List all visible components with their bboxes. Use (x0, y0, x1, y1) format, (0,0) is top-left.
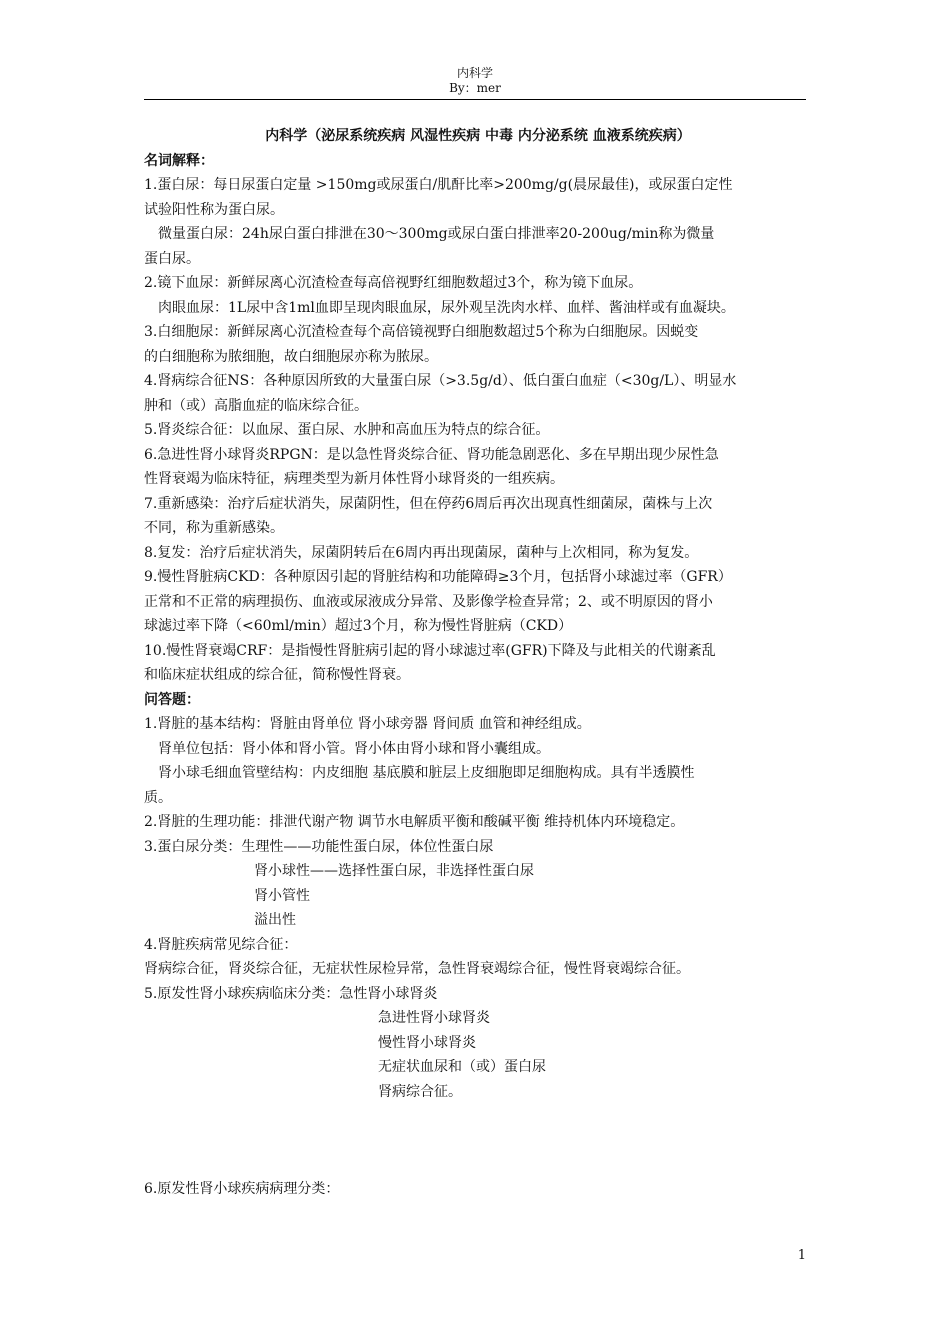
term-line: 和临床症状组成的综合征，简称慢性肾衰。 (144, 667, 410, 683)
qa-line: 肾小球毛细血管壁结构：内皮细胞 基底膜和脏层上皮细胞即足细胞构成。具有半透膜性 (158, 765, 695, 781)
term-line: 试验阳性称为蛋白尿。 (144, 201, 284, 218)
term-line: 正常和不正常的病理损伤、血液或尿液成分异常、及影像学检查异常；2、或不明原因的肾小 (144, 593, 713, 610)
term-line: 4.肾病综合征NS：各种原因所致的大量蛋白尿（>3.5g/d）、低白蛋白血症（<30g/L）、明显水 (144, 373, 737, 389)
term-line: 8.复发：治疗后症状消失，尿菌阴转后在6周内再出现菌尿，菌种与上次相同，称为复发。 (144, 544, 699, 561)
qa-line: 慢性肾小球肾炎 (378, 1034, 476, 1051)
qa-line: 肾单位包括：肾小体和肾小管。肾小体由肾小球和肾小囊组成。 (158, 740, 550, 757)
qa-line: 6.原发性肾小球疾病病理分类： (144, 1181, 340, 1197)
term-line: 6.急进性肾小球肾炎RPGN：是以急性肾炎综合征、肾功能急剧恶化、多在早期出现少尿性急 (144, 446, 719, 463)
qa-line: 质。 (144, 789, 172, 806)
term-line: 肿和（或）高脂血症的临床综合征。 (144, 397, 368, 414)
term-line: 5.肾炎综合征：以血尿、蛋白尿、水肿和高血压为特点的综合征。 (144, 422, 550, 438)
term-line: 的白细胞称为脓细胞，故白细胞尿亦称为脓尿。 (144, 348, 438, 365)
qa-line: 溢出性 (254, 912, 296, 928)
term-line: 7.重新感染：治疗后症状消失，尿菌阴性，但在停药6周后再次出现真性细菌尿，菌株与上次 (144, 495, 713, 512)
qa-line: 1.肾脏的基本结构：肾脏由肾单位 肾小球旁器 肾间质 血管和神经组成。 (144, 716, 591, 732)
blank-space (144, 1104, 812, 1177)
qa-line: 肾小球性——选择性蛋白尿，非选择性蛋白尿 (254, 863, 534, 879)
qa-line: 3.蛋白尿分类：生理性——功能性蛋白尿，体位性蛋白尿 (144, 838, 494, 855)
term-line: 球滤过率下降（<60ml/min）超过3个月，称为慢性肾脏病（CKD） (144, 618, 573, 634)
page-number: 1 (797, 1248, 806, 1263)
header-divider (144, 99, 806, 100)
header-author: By：mer (449, 81, 501, 95)
qa-line: 4.肾脏疾病常见综合征： (144, 936, 298, 953)
qa-line: 无症状血尿和（或）蛋白尿 (378, 1059, 546, 1075)
term-line: 肉眼血尿：1L尿中含1ml血即呈现肉眼血尿，尿外观呈洗肉水样、血样、酱油样或有血凝块。 (158, 299, 735, 316)
term-line: 3.白细胞尿：新鲜尿离心沉渣检查每个高倍镜视野白细胞数超过5个称为白细胞尿。因蜕变 (144, 324, 699, 340)
document-body (144, 124, 812, 1202)
term-line: 10.慢性肾衰竭CRF：是指慢性肾脏病引起的肾小球滤过率(GFR)下降及与此相关的代谢紊乱 (144, 642, 716, 659)
qa-line: 急进性肾小球肾炎 (378, 1010, 490, 1026)
term-line: 2.镜下血尿：新鲜尿离心沉渣检查每高倍视野红细胞数超过3个，称为镜下血尿。 (144, 275, 643, 291)
qa-line: 5.原发性肾小球疾病临床分类：急性肾小球肾炎 (144, 985, 438, 1002)
document-title: 内科学（泌尿系统疾病 风湿性疾病 中毒 内分泌系统 血液系统疾病） (265, 128, 691, 144)
qa-line: 2.肾脏的生理功能：排泄代谢产物 调节水电解质平衡和酸碱平衡 维持机体内环境稳定。 (144, 814, 685, 830)
section-heading-terms: 名词解释： (144, 152, 214, 169)
term-line: 1.蛋白尿：每日尿蛋白定量 >150mg或尿蛋白/肌酐比率>200mg/g(晨尿最佳)，或尿蛋白定性 (144, 177, 733, 193)
term-line: 性肾衰竭为临床特征，病理类型为新月体性肾小球肾炎的一组疾病。 (144, 471, 564, 487)
term-line: 微量蛋白尿：24h尿白蛋白排泄在30～300mg或尿白蛋白排泄率20-200ug/min称为微量 (158, 226, 715, 242)
header-title: 内科学 (456, 66, 493, 80)
qa-line: 肾病综合征，肾炎综合征，无症状性尿检异常，急性肾衰竭综合征，慢性肾衰竭综合征。 (144, 961, 690, 977)
section-heading-qa: 问答题： (144, 691, 200, 708)
qa-line: 肾病综合征。 (378, 1083, 462, 1100)
page-header (144, 66, 806, 96)
term-line: 蛋白尿。 (144, 250, 200, 267)
term-line: 不同，称为重新感染。 (144, 520, 284, 536)
term-line: 9.慢性肾脏病CKD：各种原因引起的肾脏结构和功能障碍≥3个月，包括肾小球滤过率（GFR） (144, 569, 732, 585)
qa-line: 肾小管性 (254, 887, 310, 904)
